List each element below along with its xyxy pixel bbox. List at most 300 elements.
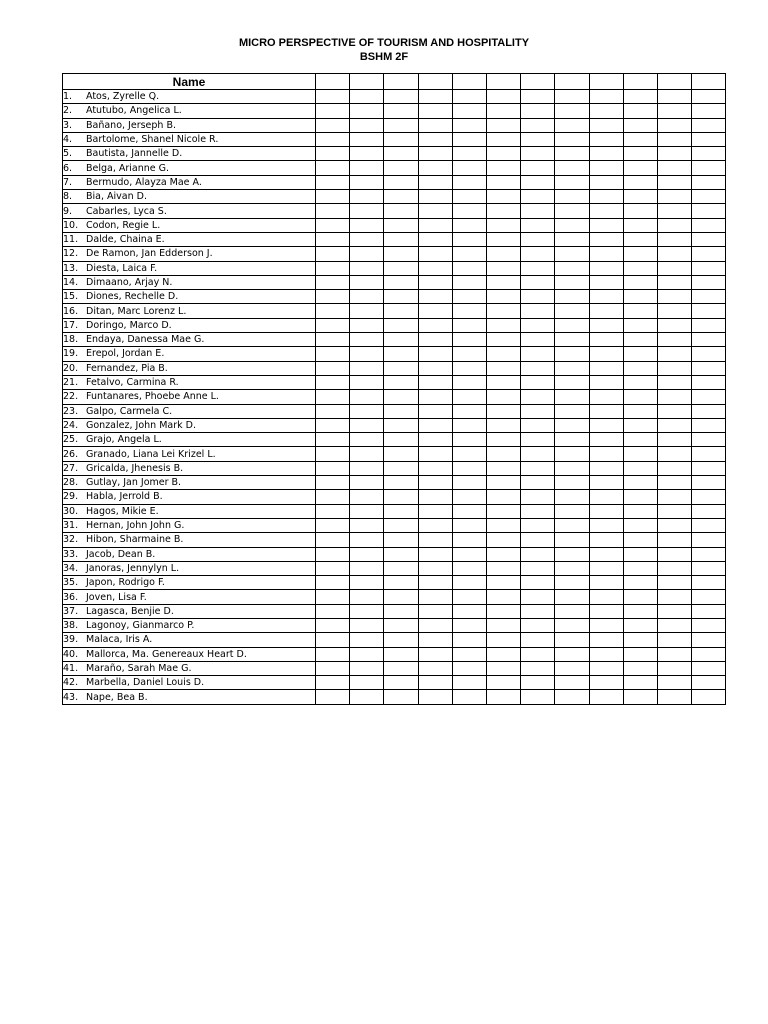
row-number: 33. [63,548,79,560]
blank-cell [623,504,657,518]
blank-cell [452,347,486,361]
row-number: 36. [63,591,79,603]
blank-cell [384,690,418,704]
blank-cell [486,633,520,647]
blank-cell [350,533,384,547]
blank-cell [350,390,384,404]
blank-cell [486,476,520,490]
blank-cell [657,347,691,361]
blank-cell [350,204,384,218]
table-row [63,433,726,447]
blank-cell [384,204,418,218]
blank-cell [623,304,657,318]
blank-cell [657,161,691,175]
student-name-cell [63,576,316,590]
blank-cell [486,390,520,404]
blank-cell [692,618,726,632]
blank-cell [384,590,418,604]
blank-cell [452,561,486,575]
blank-cell [623,375,657,389]
blank-cell [486,490,520,504]
blank-cell [555,175,589,189]
blank-cell [623,333,657,347]
blank-cell [657,504,691,518]
blank-cell [316,490,350,504]
blank-cell [316,347,350,361]
blank-cell [623,347,657,361]
blank-cell [418,590,452,604]
table-row [63,161,726,175]
blank-cell [521,375,555,389]
blank-cell [350,361,384,375]
blank-cell [657,604,691,618]
blank-cell [418,261,452,275]
blank-cell [692,504,726,518]
blank-cell [384,161,418,175]
student-name: Atos, Zyrelle Q. [86,91,160,103]
row-number: 1. [63,91,73,103]
blank-cell [555,375,589,389]
table-row [63,175,726,189]
row-number: 29. [63,491,79,503]
row-number: 14. [63,277,79,288]
blank-cell [486,518,520,532]
blank-cell [555,561,589,575]
blank-cell [384,604,418,618]
blank-cell [589,104,623,118]
blank-cell [657,404,691,418]
blank-cell [486,447,520,461]
blank-cell [657,633,691,647]
row-number: 31. [63,520,79,532]
blank-cell [521,247,555,261]
blank-cell [589,604,623,618]
blank-cell [589,618,623,632]
blank-cell [384,118,418,132]
student-name: Funtanares, Phoebe Anne L. [86,391,219,403]
blank-cell [418,404,452,418]
blank-cell [521,461,555,475]
blank-cell [692,175,726,189]
blank-column-header [452,74,486,90]
blank-cell [521,390,555,404]
blank-cell [418,676,452,690]
table-row [63,476,726,490]
blank-cell [692,218,726,232]
blank-cell [486,147,520,161]
table-row [63,275,726,289]
blank-cell [657,290,691,304]
student-name: Bartolome, Shanel Nicole R. [86,134,219,146]
blank-cell [657,204,691,218]
blank-cell [623,132,657,146]
blank-cell [555,90,589,104]
blank-cell [589,633,623,647]
blank-cell [316,175,350,189]
row-number: 30. [63,505,79,517]
student-name: Gutlay, Jan Jomer B. [86,477,182,489]
blank-cell [692,661,726,675]
table-row [63,690,726,704]
row-number: 22. [63,391,79,403]
blank-cell [555,290,589,304]
blank-cell [623,576,657,590]
row-number: 40. [63,648,79,660]
row-number: 6. [63,162,73,174]
blank-cell [452,661,486,675]
blank-cell [350,247,384,261]
blank-cell [486,690,520,704]
blank-cell [452,604,486,618]
blank-cell [350,490,384,504]
row-number: 16. [63,305,79,317]
table-row [63,347,726,361]
blank-cell [521,232,555,246]
blank-cell [350,661,384,675]
blank-cell [418,247,452,261]
blank-cell [452,404,486,418]
blank-cell [486,404,520,418]
blank-cell [657,318,691,332]
blank-cell [486,232,520,246]
blank-cell [589,418,623,432]
blank-cell [452,318,486,332]
blank-cell [486,333,520,347]
blank-column-header [692,74,726,90]
blank-cell [623,476,657,490]
row-number: 20. [63,362,79,374]
student-name: Fetalvo, Carmina R. [86,377,179,389]
blank-cell [589,404,623,418]
blank-cell [316,604,350,618]
table-row [63,90,726,104]
table-row [63,618,726,632]
blank-cell [692,547,726,561]
student-name: Codon, Regie L. [86,219,161,231]
blank-cell [486,504,520,518]
student-name-cell [63,275,316,289]
blank-cell [452,361,486,375]
student-name-cell [63,190,316,204]
blank-cell [452,618,486,632]
blank-cell [316,561,350,575]
blank-cell [316,590,350,604]
blank-cell [521,175,555,189]
blank-cell [555,518,589,532]
row-number: 43. [63,691,79,703]
blank-cell [589,504,623,518]
blank-cell [384,647,418,661]
blank-cell [350,418,384,432]
blank-cell [623,690,657,704]
document-header [0,36,768,64]
student-name-cell [63,333,316,347]
student-name: Granado, Liana Lei Krizel L. [86,448,216,460]
blank-cell [384,433,418,447]
blank-cell [657,232,691,246]
blank-cell [350,461,384,475]
table-row [63,204,726,218]
blank-cell [316,104,350,118]
blank-cell [384,90,418,104]
student-name: Fernandez, Pia B. [86,362,168,374]
blank-cell [692,447,726,461]
table-row [63,676,726,690]
blank-cell [350,347,384,361]
row-number: 9. [63,205,73,217]
blank-cell [521,218,555,232]
blank-cell [521,604,555,618]
row-number: 3. [63,119,73,131]
blank-cell [452,547,486,561]
blank-cell [452,447,486,461]
blank-cell [418,118,452,132]
blank-cell [384,175,418,189]
blank-cell [452,104,486,118]
blank-cell [623,190,657,204]
blank-cell [452,418,486,432]
student-name: Hagos, Mikie E. [86,505,159,517]
blank-cell [486,618,520,632]
blank-cell [521,333,555,347]
row-number: 12. [63,248,79,260]
blank-column-header [316,74,350,90]
student-name-cell [63,232,316,246]
blank-cell [486,576,520,590]
blank-cell [521,261,555,275]
row-number: 11. [63,234,79,246]
blank-cell [418,604,452,618]
row-number: 7. [63,176,73,188]
blank-cell [316,404,350,418]
blank-cell [589,318,623,332]
row-number: 37. [63,605,79,617]
student-name-cell [63,418,316,432]
blank-cell [521,518,555,532]
blank-cell [692,90,726,104]
blank-cell [418,618,452,632]
blank-cell [316,461,350,475]
blank-cell [589,576,623,590]
blank-cell [316,576,350,590]
blank-cell [486,433,520,447]
blank-cell [418,132,452,146]
blank-cell [521,318,555,332]
blank-cell [486,676,520,690]
blank-cell [316,304,350,318]
blank-cell [452,690,486,704]
table-row [63,232,726,246]
blank-cell [623,533,657,547]
blank-cell [657,447,691,461]
blank-cell [521,647,555,661]
blank-cell [486,204,520,218]
blank-cell [452,504,486,518]
blank-cell [350,647,384,661]
table-row [63,247,726,261]
student-name: Lagasca, Benjie D. [86,605,174,617]
blank-cell [452,518,486,532]
blank-cell [452,161,486,175]
blank-cell [384,261,418,275]
blank-cell [384,618,418,632]
student-name-cell [63,404,316,418]
student-name: Mallorca, Ma. Genereaux Heart D. [86,648,247,660]
blank-cell [418,561,452,575]
blank-cell [486,661,520,675]
blank-cell [316,375,350,389]
blank-cell [316,218,350,232]
student-name-cell [63,290,316,304]
student-name: Grajo, Angela L. [86,434,162,446]
student-name-cell [63,590,316,604]
blank-cell [486,590,520,604]
blank-cell [418,547,452,561]
blank-cell [657,547,691,561]
table-row [63,504,726,518]
blank-cell [316,333,350,347]
blank-cell [657,275,691,289]
blank-cell [486,261,520,275]
student-name: Gonzalez, John Mark D. [86,419,196,431]
student-name: Lagonoy, Gianmarco P. [86,620,195,632]
blank-cell [555,247,589,261]
blank-cell [418,304,452,318]
blank-cell [657,361,691,375]
blank-cell [555,232,589,246]
student-name-cell [63,161,316,175]
blank-cell [657,333,691,347]
blank-cell [692,533,726,547]
blank-cell [486,318,520,332]
blank-cell [384,490,418,504]
student-name-cell [63,618,316,632]
blank-cell [384,232,418,246]
student-name-cell [63,175,316,189]
blank-cell [623,676,657,690]
blank-cell [589,375,623,389]
student-name: Hibon, Sharmaine B. [86,534,184,546]
blank-cell [623,404,657,418]
blank-cell [521,118,555,132]
blank-cell [418,490,452,504]
blank-cell [692,190,726,204]
blank-cell [692,418,726,432]
blank-cell [657,647,691,661]
blank-cell [384,476,418,490]
blank-cell [657,676,691,690]
blank-cell [418,418,452,432]
blank-cell [350,633,384,647]
blank-cell [316,647,350,661]
table-row [63,261,726,275]
blank-cell [657,218,691,232]
blank-cell [486,547,520,561]
blank-cell [555,161,589,175]
blank-cell [692,232,726,246]
blank-cell [657,390,691,404]
blank-cell [316,275,350,289]
student-name-cell [63,261,316,275]
row-number: 35. [63,577,79,589]
blank-cell [555,318,589,332]
blank-cell [623,461,657,475]
row-number: 10. [63,219,79,231]
row-number: 23. [63,405,79,417]
blank-cell [657,576,691,590]
blank-cell [692,118,726,132]
blank-cell [452,132,486,146]
student-name: Bia, Aivan D. [86,191,147,203]
blank-cell [384,104,418,118]
blank-cell [623,118,657,132]
blank-cell [350,261,384,275]
blank-cell [486,90,520,104]
table-row [63,104,726,118]
blank-cell [589,304,623,318]
blank-cell [452,333,486,347]
blank-cell [589,561,623,575]
table-row [63,318,726,332]
blank-column-header [657,74,691,90]
blank-cell [692,576,726,590]
student-name: Japon, Rodrigo F. [86,577,165,589]
blank-cell [623,161,657,175]
student-name: Habla, Jerrold B. [86,491,163,503]
row-number: 13. [63,262,79,274]
blank-cell [486,375,520,389]
table-row [63,290,726,304]
blank-cell [657,590,691,604]
student-name-cell [63,304,316,318]
table-row [63,561,726,575]
blank-cell [657,690,691,704]
blank-cell [316,504,350,518]
student-name-cell [63,533,316,547]
student-name: Atutubo, Angelica L. [86,105,182,117]
blank-cell [555,633,589,647]
blank-cell [589,690,623,704]
blank-cell [521,104,555,118]
row-number: 2. [63,105,73,117]
blank-cell [418,518,452,532]
table-row [63,604,726,618]
student-name: Jacob, Dean B. [86,548,156,560]
blank-cell [418,690,452,704]
blank-cell [384,576,418,590]
blank-cell [657,104,691,118]
blank-cell [589,390,623,404]
blank-cell [657,190,691,204]
row-number: 5. [63,148,73,160]
blank-cell [384,361,418,375]
row-number: 38. [63,620,79,632]
student-name: Galpo, Carmela C. [86,405,173,417]
row-number: 24. [63,419,79,431]
blank-cell [316,633,350,647]
blank-cell [623,633,657,647]
blank-cell [692,404,726,418]
table-row [63,647,726,661]
blank-cell [657,247,691,261]
blank-cell [452,232,486,246]
blank-cell [692,461,726,475]
blank-cell [316,690,350,704]
blank-cell [623,90,657,104]
blank-cell [623,447,657,461]
student-name: Ditan, Marc Lorenz L. [86,305,187,317]
blank-cell [486,175,520,189]
